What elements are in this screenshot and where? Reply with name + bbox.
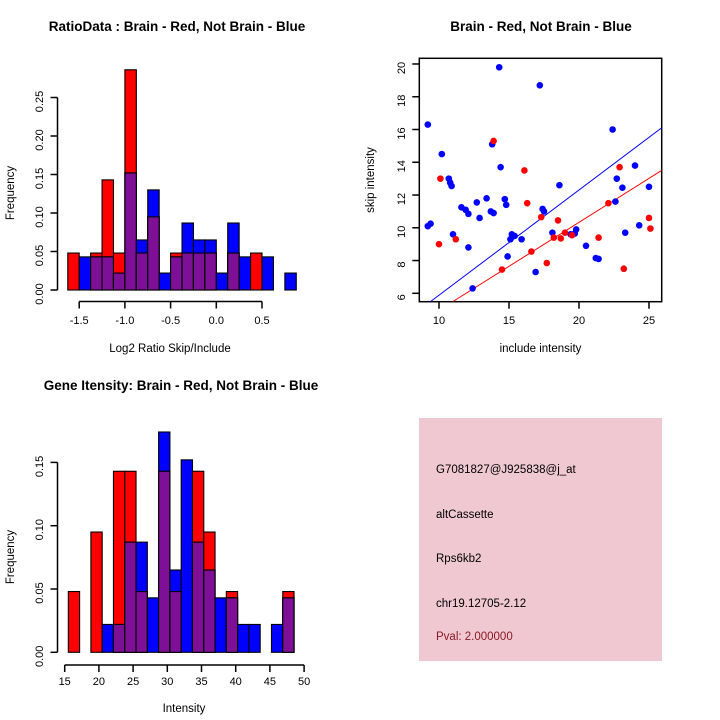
x-axis-label: Log2 Ratio Skip/Include: [109, 343, 231, 355]
hist-bar-overlap: [136, 592, 147, 653]
scatter-point-red: [551, 234, 558, 241]
scatter-point-blue: [556, 182, 563, 189]
x-tick-label: 50: [297, 676, 311, 688]
scatter-point-red: [621, 265, 628, 272]
hist-bar-red: [91, 532, 102, 652]
scatter-point-blue: [636, 222, 643, 229]
scatter-point-blue: [541, 208, 548, 215]
y-tick-label: 12: [396, 192, 408, 206]
x-tick-label: 10: [432, 315, 446, 327]
y-axis-label: Frequency: [5, 529, 17, 585]
y-tick-label: 18: [396, 94, 408, 107]
y-tick-label: 0.05: [34, 582, 46, 604]
hist-bar-blue: [181, 460, 192, 652]
scatter-point-blue: [497, 164, 504, 171]
y-tick-label: 0.10: [34, 206, 46, 228]
y-tick-label: 20: [396, 61, 408, 75]
scatter-point-red: [647, 225, 654, 232]
scatter-point-red: [562, 229, 569, 236]
x-axis-label: Intensity: [162, 703, 206, 715]
scatter-point-blue: [504, 253, 511, 260]
scatter-point-red: [436, 241, 443, 248]
y-tick-label: 0.15: [34, 167, 46, 190]
hist-bar-blue: [262, 257, 273, 290]
scatter-point-red: [544, 260, 551, 267]
scatter-point-blue: [448, 183, 455, 190]
hist-bar-overlap: [125, 542, 136, 652]
y-tick-label: 0.05: [34, 244, 46, 267]
hist-bar-red: [251, 253, 262, 290]
scatter-point-red: [490, 138, 497, 145]
scatter-point-red: [595, 234, 602, 241]
hist-bar-blue: [239, 257, 250, 290]
scatter-point-red: [499, 266, 506, 273]
hist-bar-overlap: [113, 624, 124, 652]
y-tick-label: 16: [396, 127, 408, 140]
hist-bar-overlap: [193, 253, 204, 290]
hist-bar-overlap: [182, 253, 193, 290]
hist-bar-blue: [147, 598, 158, 652]
x-tick-label: 0.0: [208, 315, 224, 327]
hist-bar-blue: [215, 598, 226, 652]
y-tick-label: 14: [396, 160, 408, 173]
hist-bar-overlap: [171, 257, 182, 290]
x-tick-label: -0.5: [161, 315, 181, 327]
scatter-point-red: [453, 236, 460, 243]
scatter-point-red: [521, 167, 528, 174]
hist-bar-overlap: [159, 471, 170, 652]
x-tick-label: 25: [126, 676, 140, 688]
scatter-point-blue: [622, 229, 629, 236]
scatter-point-blue: [573, 226, 580, 233]
hist-bar-overlap: [125, 173, 136, 290]
scatter-point-red: [528, 248, 535, 255]
hist-bar-overlap: [170, 592, 181, 653]
x-axis-label: include intensity: [499, 343, 582, 355]
ratio-histogram-panel: [0, 0, 360, 360]
hist-bar-overlap: [148, 217, 159, 290]
scatter-point-blue: [532, 269, 539, 276]
scatter-point-blue: [503, 202, 510, 209]
gene-info-box: [419, 418, 662, 661]
hist-bar-blue: [102, 624, 113, 652]
chart-title: Gene Itensity: Brain - Red, Not Brain - Blue: [43, 378, 319, 393]
scatter-point-blue: [427, 220, 434, 227]
hist-bar-overlap: [228, 253, 239, 290]
scatter-point-red: [538, 214, 545, 221]
regression-line-red: [453, 170, 662, 301]
hist-bar-blue: [79, 257, 90, 290]
splice-type-text: altCassette: [436, 509, 494, 521]
intensity-scatter-panel: [360, 0, 720, 360]
scatter-point-blue: [609, 126, 616, 133]
hist-bar-overlap: [136, 253, 147, 290]
x-tick-label: 25: [642, 315, 656, 327]
y-tick-label: 0.10: [34, 518, 46, 541]
hist-bar-blue: [238, 624, 249, 652]
hist-bar-overlap: [192, 542, 203, 652]
pval-text: Pval: 2.000000: [436, 631, 513, 643]
x-tick-label: 30: [161, 676, 174, 688]
y-axis-label: skip intensity: [365, 147, 377, 213]
hist-bar-overlap: [205, 253, 216, 290]
hist-bar-overlap: [283, 598, 294, 652]
scatter-point-blue: [465, 244, 472, 251]
scatter-point-blue: [490, 210, 497, 217]
scatter-point-blue: [612, 198, 619, 205]
x-tick-label: 20: [92, 676, 106, 688]
chart-title: Brain - Red, Not Brain - Blue: [450, 19, 632, 34]
x-tick-label: -1.0: [115, 315, 135, 327]
scatter-point-red: [569, 232, 576, 239]
scatter-point-red: [524, 200, 531, 207]
scatter-point-blue: [511, 233, 518, 240]
y-tick-label: 0.00: [34, 283, 46, 305]
scatter-point-red: [616, 164, 623, 171]
hist-bar-overlap: [113, 273, 124, 290]
scatter-point-blue: [465, 211, 472, 218]
y-tick-label: 0.20: [34, 129, 46, 151]
x-tick-label: 0.5: [254, 315, 270, 327]
probe-id-text: G7081827@J925838@j_at: [436, 464, 576, 476]
y-tick-label: 0.15: [34, 455, 46, 478]
scatter-point-blue: [439, 151, 446, 158]
hist-bar-blue: [249, 624, 260, 652]
scatter-point-red: [555, 217, 562, 224]
hist-bar-blue: [159, 273, 170, 290]
scatter-point-blue: [502, 196, 509, 203]
scatter-point-blue: [474, 199, 481, 206]
scatter-point-blue: [483, 195, 490, 202]
scatter-point-red: [646, 215, 653, 222]
gene-intensity-histogram-panel: [0, 360, 360, 720]
hist-bar-blue: [285, 273, 296, 290]
scatter-point-blue: [496, 64, 503, 71]
y-tick-label: 8: [396, 261, 408, 268]
scatter-point-blue: [646, 184, 653, 191]
scatter-point-red: [605, 200, 612, 207]
y-tick-label: 0.00: [34, 645, 46, 668]
scatter-point-blue: [595, 256, 602, 263]
hist-bar-overlap: [102, 257, 113, 290]
scatter-point-blue: [632, 162, 639, 169]
x-tick-label: 40: [229, 676, 242, 688]
scatter-point-blue: [583, 242, 590, 249]
hist-bar-overlap: [226, 598, 237, 652]
hist-bar-red: [68, 253, 79, 290]
scatter-point-blue: [614, 175, 621, 182]
plot-box: [419, 58, 661, 301]
scatter-point-blue: [425, 121, 432, 128]
hist-bar-red: [68, 592, 79, 653]
scatter-point-blue: [619, 184, 626, 191]
y-tick-label: 6: [396, 294, 408, 301]
gene-name-text: Rps6kb2: [436, 553, 482, 565]
locus-text: chr19.12705-2.12: [436, 598, 527, 610]
scatter-point-blue: [518, 236, 525, 243]
scatter-point-red: [437, 175, 444, 182]
y-axis-label: Frequency: [5, 165, 17, 221]
hist-bar-blue: [271, 624, 282, 652]
x-tick-label: 35: [195, 676, 208, 688]
x-tick-label: 15: [58, 676, 71, 688]
scatter-point-red: [558, 235, 565, 242]
hist-bar-blue: [216, 273, 227, 290]
hist-bar-overlap: [204, 570, 215, 652]
scatter-point-blue: [537, 82, 544, 89]
chart-title: RatioData : Brain - Red, Not Brain - Blue: [48, 19, 306, 34]
y-tick-label: 0.25: [34, 90, 46, 113]
x-tick-label: -1.5: [69, 315, 89, 327]
x-tick-label: 20: [572, 315, 586, 327]
x-tick-label: 15: [502, 315, 516, 327]
hist-bar-overlap: [91, 257, 102, 290]
x-tick-label: 45: [263, 676, 277, 688]
scatter-point-blue: [476, 215, 483, 222]
y-tick-label: 10: [396, 225, 408, 238]
scatter-point-blue: [469, 285, 476, 292]
